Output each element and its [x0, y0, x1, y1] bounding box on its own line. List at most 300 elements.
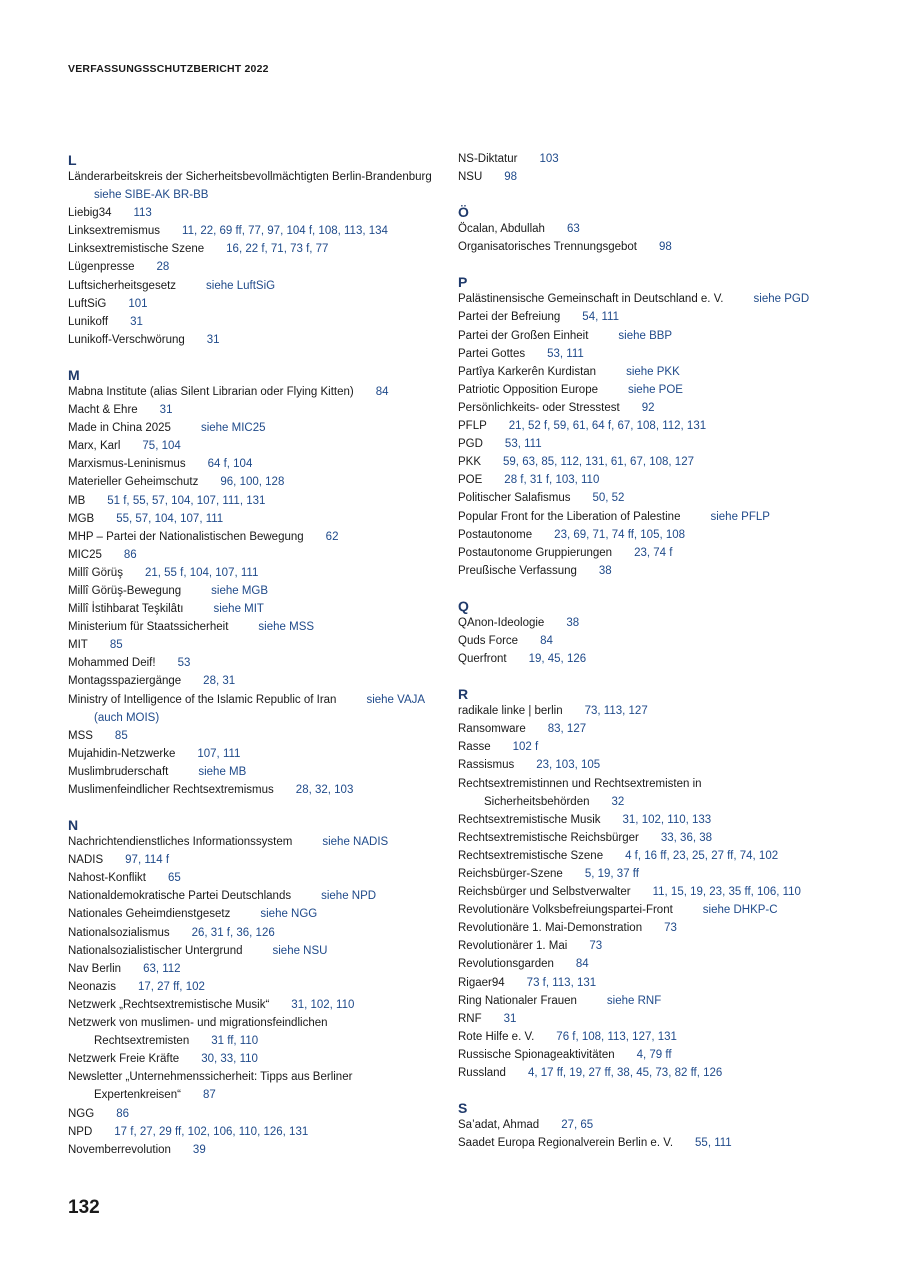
index-entry [458, 471, 858, 489]
index-entry [458, 453, 858, 471]
entry-term: MIT [68, 639, 88, 652]
index-entry [68, 168, 468, 204]
section-letter: P [458, 274, 468, 291]
index-entry [458, 489, 858, 507]
index-entry [458, 974, 858, 992]
entry-term: Revolutionsgarden [458, 958, 554, 971]
entry-term: LuftSiG [68, 297, 107, 310]
entry-pages: 53, 111 [504, 438, 542, 451]
index-entry [68, 1105, 468, 1123]
entry-pages: 96, 100, 128 [220, 476, 285, 489]
entry-see-reference: siehe MSS [258, 621, 315, 634]
entry-see-reference: siehe BBP [618, 329, 673, 342]
entry-pages: 32 [611, 795, 625, 808]
index-entry [458, 865, 858, 883]
index-entry [458, 720, 858, 738]
index-entry [458, 238, 858, 256]
index-entry [68, 331, 468, 349]
entry-term: Lügenpresse [68, 261, 135, 274]
entry-pages: 28 [156, 261, 170, 274]
index-entry [68, 313, 468, 331]
index-entry [68, 851, 468, 869]
entry-term: Postautonome [458, 528, 533, 541]
entry-term: Novemberrevolution [68, 1143, 171, 1156]
index-entry [458, 937, 858, 955]
entry-see-reference: siehe SIBE-AK BR-BB [94, 189, 209, 202]
index-entry [68, 942, 468, 960]
index-entry [458, 1046, 858, 1064]
entry-term: Persönlichkeits- oder Stresstest [458, 401, 620, 414]
index-column-right [458, 150, 858, 1168]
index-entry [458, 1064, 858, 1082]
entry-see-reference: siehe NADIS [322, 836, 389, 849]
entry-term: Revolutionäre Volksbefreiungspartei-Front [458, 904, 673, 917]
index-entry [68, 996, 468, 1014]
index-entry [458, 168, 858, 186]
index-entry [68, 924, 468, 942]
index-entry [68, 978, 468, 996]
entry-pages: 87 [202, 1089, 216, 1102]
entry-term: Mujahidin-Netzwerke [68, 747, 176, 760]
index-entry [458, 345, 858, 363]
entry-term: Marx, Karl [68, 440, 121, 453]
entry-term: Politischer Salafismus [458, 492, 571, 505]
entry-term: NADIS [68, 854, 104, 867]
entry-pages: 73 f, 113, 131 [526, 976, 597, 989]
index-entry [458, 901, 858, 919]
entry-term: Lunikoff-Verschwörung [68, 333, 185, 346]
index-entry [68, 1123, 468, 1141]
entry-term: Montagsspaziergänge [68, 675, 182, 688]
entry-pages: 31 [503, 1012, 517, 1025]
entry-term: Reichsbürger und Selbstverwalter [458, 886, 631, 899]
entry-pages: 31, 102, 110 [291, 998, 355, 1011]
section-letter: S [458, 1100, 468, 1117]
section-letter: Q [458, 597, 469, 614]
index-entry [458, 955, 858, 973]
entry-pages: 31 [130, 315, 143, 328]
entry-term: Newsletter „Unternehmenssicherheit: Tipps aus Berliner [68, 1071, 353, 1084]
index-entry [68, 240, 468, 258]
entry-pages: 31 [206, 333, 220, 346]
index-entry [458, 632, 858, 650]
entry-term: Linksextremismus [68, 225, 161, 238]
index-entry [458, 919, 858, 937]
index-entry [458, 756, 858, 774]
section-letter: L [68, 152, 77, 168]
entry-pages: 65 [167, 872, 181, 885]
entry-term: Millî Görüş-Bewegung [68, 584, 182, 597]
index-entry [458, 775, 858, 811]
entry-term: MSS [68, 729, 93, 742]
entry-term: Partei Gottes [458, 347, 526, 360]
index-entry [68, 618, 468, 636]
index-entry [458, 883, 858, 901]
entry-term: PFLP [458, 420, 487, 433]
entry-term: NGG [68, 1107, 95, 1120]
entry-pages: 53 [177, 657, 191, 670]
entry-pages: 54, 111 [582, 311, 619, 324]
index-entry [68, 528, 468, 546]
entry-term: Öcalan, Abdullah [458, 223, 545, 236]
entry-pages: 33, 36, 38 [660, 831, 713, 844]
index-entry [68, 1014, 468, 1050]
entry-pages: 97, 114 f [125, 854, 170, 867]
entry-term: MIC25 [68, 548, 102, 561]
entry-term: Muslimbruderschaft [68, 765, 169, 778]
entry-pages: 17, 27 ff, 102 [137, 980, 205, 993]
entry-pages: 55, 57, 104, 107, 111 [116, 512, 224, 525]
index-entry [68, 582, 468, 600]
index-entry [68, 636, 468, 654]
index-entry [68, 419, 468, 437]
entry-term: NSU [458, 171, 483, 184]
index-entry [458, 435, 858, 453]
entry-pages: 27, 65 [561, 1119, 594, 1132]
entry-pages: 101 [128, 297, 148, 310]
entry-pages: 28, 32, 103 [295, 784, 354, 796]
index-entry [68, 960, 468, 978]
entry-see-reference: siehe NPD [321, 890, 377, 903]
index-entry [458, 363, 858, 381]
entry-term: Nationalsozialismus [68, 926, 170, 939]
index-entry [68, 455, 468, 473]
entry-pages: 17 f, 27, 29 ff, 102, 106, 110, 126, 131 [114, 1125, 309, 1138]
index-entry [68, 672, 468, 690]
entry-pages: 84 [540, 634, 553, 647]
entry-pages: 84 [375, 385, 389, 398]
entry-pages: 50, 52 [592, 492, 625, 505]
entry-term: Rigaer94 [458, 976, 505, 989]
index-entry [68, 1050, 468, 1068]
index-entry [458, 614, 858, 632]
index-column-left [68, 150, 468, 1175]
entry-term: Rote Hilfe e. V. [458, 1030, 535, 1043]
entry-term: MHP – Partei der Nationalistischen Bewegung [68, 530, 304, 543]
entry-pages: 62 [325, 530, 339, 543]
entry-term: NS-Diktatur [458, 153, 518, 165]
entry-pages: 85 [114, 729, 128, 742]
entry-see-reference: siehe PGD [753, 293, 810, 306]
entry-pages: 39 [192, 1143, 206, 1156]
index-entry [68, 1141, 468, 1159]
entry-term: Patriotic Opposition Europe [458, 383, 598, 396]
index-section [68, 150, 468, 349]
entry-term: Netzwerk von muslimen- und migrationsfeindlichen [68, 1017, 328, 1030]
entry-term: Sa’adat, Ahmad [458, 1119, 540, 1132]
index-section [458, 202, 858, 256]
entry-pages: 85 [109, 639, 123, 652]
entry-pages: 23, 69, 71, 74 ff, 105, 108 [554, 528, 686, 541]
entry-term: Nationaldemokratische Partei Deutschlands [68, 890, 292, 903]
entry-pages: 19, 45, 126 [528, 653, 587, 666]
entry-pages: 4, 17 ff, 19, 27 ff, 38, 45, 73, 82 ff, 126 [527, 1067, 723, 1080]
section-letter: R [458, 686, 469, 703]
entry-continuation [458, 793, 858, 811]
index-section [458, 684, 858, 1082]
index-entry [68, 887, 468, 905]
index-section [458, 596, 858, 668]
entry-pages: 103 [539, 153, 559, 165]
index-entry [458, 1010, 858, 1028]
entry-pages: 31 [159, 404, 173, 417]
index-entry [458, 220, 858, 238]
entry-pages: 26, 31 f, 36, 126 [191, 926, 275, 939]
index-entry [68, 564, 468, 582]
entry-term: Nachrichtendienstliches Informationssystem [68, 836, 293, 849]
index-entry [458, 562, 858, 580]
index-entry [458, 399, 858, 417]
entry-term: RNF [458, 1012, 482, 1025]
index-entry [68, 546, 468, 564]
section-letter: M [68, 366, 80, 383]
entry-term-continued: Expertenkreisen“ [94, 1089, 181, 1102]
entry-pages: 38 [566, 616, 580, 629]
entry-term: Ring Nationaler Frauen [458, 994, 577, 1007]
entry-term: Palästinensische Gemeinschaft in Deutschland e. V. [458, 293, 724, 306]
index-entry [458, 381, 858, 399]
entry-term-continued: Sicherheitsbehörden [484, 795, 590, 808]
index-entry [458, 738, 858, 756]
index-section [458, 1098, 858, 1152]
index-entry [458, 992, 858, 1010]
entry-term: Materieller Geheimschutz [68, 476, 199, 489]
entry-see-reference: siehe DHKP-C [702, 904, 778, 917]
entry-term: Preußische Verfassung [458, 564, 577, 577]
entry-term: Russland [458, 1067, 506, 1080]
entry-see-reference: siehe MB [198, 765, 247, 778]
index-entry [458, 544, 858, 562]
entry-term: Ransomware [458, 723, 526, 736]
entry-term: Neonazis [68, 980, 116, 993]
entry-term: Partîya Karkerên Kurdistan [458, 365, 597, 378]
entry-pages: 86 [116, 1107, 129, 1120]
index-entry [68, 401, 468, 419]
entry-pages: 113 [133, 207, 152, 220]
entry-see-reference: siehe NSU [272, 944, 328, 957]
entry-pages: 23, 103, 105 [536, 759, 601, 772]
entry-pages: 73 [589, 940, 603, 953]
index-section [458, 150, 858, 186]
index-entry [68, 383, 468, 401]
index-entry [68, 258, 468, 276]
entry-term: Netzwerk Freie Kräfte [68, 1053, 180, 1066]
entry-pages: 73 [664, 922, 677, 935]
entry-pages: 107, 111 [197, 747, 241, 760]
entry-see-reference: siehe PKK [626, 365, 680, 378]
entry-pages: 76 f, 108, 113, 127, 131 [556, 1030, 677, 1043]
entry-pages: 16, 22 f, 71, 73 f, 77 [226, 243, 329, 256]
index-entry [68, 745, 468, 763]
entry-term: Postautonome Gruppierungen [458, 546, 613, 559]
index-entry [458, 811, 858, 829]
index-entry [458, 150, 858, 168]
entry-term: POE [458, 474, 483, 487]
entry-pages: 55, 111 [695, 1137, 732, 1150]
entry-see-continued: (auch MOIS) [94, 711, 160, 724]
entry-pages: 75, 104 [142, 440, 181, 453]
index-entry [68, 222, 468, 240]
entry-term-continued: Rechtsextremisten [94, 1035, 190, 1048]
entry-term: Nationales Geheimdienstgesetz [68, 908, 231, 921]
section-letter: N [68, 817, 79, 834]
index-entry [458, 1116, 858, 1134]
entry-pages: 84 [575, 958, 589, 971]
entry-term: Rasse [458, 741, 491, 754]
index-entry [68, 437, 468, 455]
entry-term: Mohammed Deif! [68, 657, 156, 670]
index-entry [68, 204, 468, 222]
index-entry [68, 492, 468, 510]
index-entry [458, 1134, 858, 1152]
index-entry [68, 277, 468, 295]
entry-pages: 23, 74 f [634, 546, 673, 559]
entry-pages: 98 [504, 171, 518, 184]
entry-pages: 86 [123, 548, 137, 561]
entry-term: Marxismus-Leninismus [68, 458, 186, 471]
entry-continuation [68, 186, 468, 204]
index-entry [458, 1028, 858, 1046]
entry-term: Millî Görüş [68, 566, 123, 579]
index-section [68, 815, 468, 1159]
entry-pages: 4, 79 ff [636, 1048, 672, 1061]
entry-pages: 83, 127 [547, 723, 587, 736]
index-entry [458, 327, 858, 345]
entry-term: Quds Force [458, 634, 519, 647]
index-entry [68, 727, 468, 745]
entry-pages: 102 f [512, 741, 539, 754]
index-entry [68, 473, 468, 491]
entry-term: Ministerium für Staatssicherheit [68, 621, 229, 634]
index-entry [68, 763, 468, 781]
entry-term: Rassismus [458, 759, 515, 772]
entry-term: Liebig34 [68, 207, 112, 220]
entry-continuation [68, 1086, 468, 1104]
entry-pages: 73, 113, 127 [584, 705, 648, 718]
entry-term: Muslimenfeindlicher Rechtsextremismus [68, 784, 274, 796]
entry-continuation [68, 1032, 468, 1050]
entry-pages: 59, 63, 85, 112, 131, 61, 67, 108, 127 [503, 456, 694, 469]
entry-pages: 4 f, 16 ff, 23, 25, 27 ff, 74, 102 [625, 849, 779, 862]
entry-term: Partei der Großen Einheit [458, 329, 589, 342]
index-section [68, 365, 468, 799]
entry-term: Querfront [458, 653, 507, 666]
entry-term: Nahost-Konflikt [68, 872, 146, 885]
index-entry [458, 702, 858, 720]
entry-term: Lunikoff [68, 315, 109, 328]
entry-pages: 31, 102, 110, 133 [622, 813, 712, 826]
entry-pages: 21, 55 f, 104, 107, 111 [144, 566, 259, 579]
index-entry [68, 295, 468, 313]
entry-term: Reichsbürger-Szene [458, 868, 563, 880]
index-entry [458, 829, 858, 847]
index-entry [68, 905, 468, 923]
entry-see-reference: siehe PFLP [710, 510, 770, 523]
entry-see-reference: siehe NGG [260, 908, 318, 921]
entry-continuation [68, 709, 468, 727]
index-entry [68, 833, 468, 851]
entry-term: Partei der Befreiung [458, 311, 561, 324]
entry-pages: 92 [641, 401, 655, 414]
entry-see-reference: siehe LuftSiG [206, 279, 276, 292]
entry-term: Mabna Institute (alias Silent Librarian oder Flying Kitten) [68, 385, 354, 398]
entry-pages: 63 [566, 223, 580, 236]
running-header: VERFASSUNGSSCHUTZBERICHT 2022 [68, 63, 269, 75]
entry-pages: 31 ff, 110 [211, 1035, 259, 1048]
index-entry [458, 508, 858, 526]
entry-pages: 28 f, 31 f, 103, 110 [504, 474, 600, 487]
entry-pages: 11, 15, 19, 23, 35 ff, 106, 110 [652, 886, 801, 899]
index-entry [68, 781, 468, 799]
entry-term: Revolutionäre 1. Mai-Demonstration [458, 922, 643, 935]
index-entry [458, 526, 858, 544]
entry-term: Luftsicherheitsgesetz [68, 279, 177, 292]
entry-term: Rechtsextremistinnen und Rechtsextremisten in [458, 777, 702, 790]
entry-pages: 38 [598, 564, 612, 577]
entry-pages: 11, 22, 69 ff, 77, 97, 104 f, 108, 113, 134 [182, 225, 388, 238]
index-entry [68, 654, 468, 672]
index-entry [68, 691, 468, 727]
entry-term: Rechtsextremistische Szene [458, 849, 604, 862]
entry-pages: 21, 52 f, 59, 61, 64 f, 67, 108, 112, 131 [508, 420, 707, 433]
index-entry [458, 290, 858, 308]
entry-term: Organisatorisches Trennungsgebot [458, 241, 637, 254]
entry-pages: 51 f, 55, 57, 104, 107, 111, 131 [107, 494, 266, 507]
entry-term: QAnon-Ideologie [458, 616, 545, 629]
entry-term: Macht & Ehre [68, 404, 138, 417]
entry-term: Linksextremistische Szene [68, 243, 205, 256]
entry-term: PKK [458, 456, 482, 469]
index-entry [458, 847, 858, 865]
entry-term: Rechtsextremistische Musik [458, 813, 601, 826]
index-section [458, 272, 858, 580]
entry-see-reference: siehe POE [628, 383, 683, 396]
index-entry [458, 417, 858, 435]
entry-pages: 28, 31 [203, 675, 236, 688]
entry-term: PGD [458, 438, 483, 451]
entry-term: radikale linke | berlin [458, 705, 563, 718]
entry-term: Popular Front for the Liberation of Palestine [458, 510, 681, 523]
entry-pages: 5, 19, 37 ff [584, 868, 639, 880]
index-entry [68, 510, 468, 528]
entry-term: Rechtsextremistische Reichsbürger [458, 831, 639, 844]
index-entry [458, 650, 858, 668]
entry-term: Millî İstihbarat Teşkilâtı [68, 603, 184, 616]
index-entry [68, 869, 468, 887]
entry-pages: 98 [659, 241, 672, 254]
entry-see-reference: siehe VAJA [366, 693, 426, 706]
entry-term: Saadet Europa Regionalverein Berlin e. V. [458, 1137, 674, 1150]
entry-see-reference: siehe MGB [211, 584, 269, 597]
entry-term: Ministry of Intelligence of the Islamic Republic of Iran [68, 693, 337, 706]
page-number: 132 [68, 1197, 100, 1218]
entry-term: Russische Spionageaktivitäten [458, 1048, 615, 1061]
entry-see-reference: siehe MIT [213, 603, 264, 616]
entry-term: Länderarbeitskreis der Sicherheitsbevollmächtigten Berlin-Brandenburg [68, 171, 432, 183]
entry-see-reference: siehe RNF [606, 994, 662, 1007]
entry-term: Nav Berlin [68, 962, 122, 975]
index-entry [458, 308, 858, 326]
entry-term: Nationalsozialistischer Untergrund [68, 944, 243, 957]
section-letter: Ö [458, 204, 469, 221]
entry-pages: 63, 112 [143, 962, 181, 975]
entry-term: Made in China 2025 [68, 422, 171, 435]
index-entry [68, 600, 468, 618]
entry-term: Netzwerk „Rechtsextremistische Musik“ [68, 998, 270, 1011]
entry-pages: 30, 33, 110 [201, 1053, 258, 1066]
entry-pages: 64 f, 104 [207, 458, 253, 471]
entry-term: NPD [68, 1125, 93, 1138]
